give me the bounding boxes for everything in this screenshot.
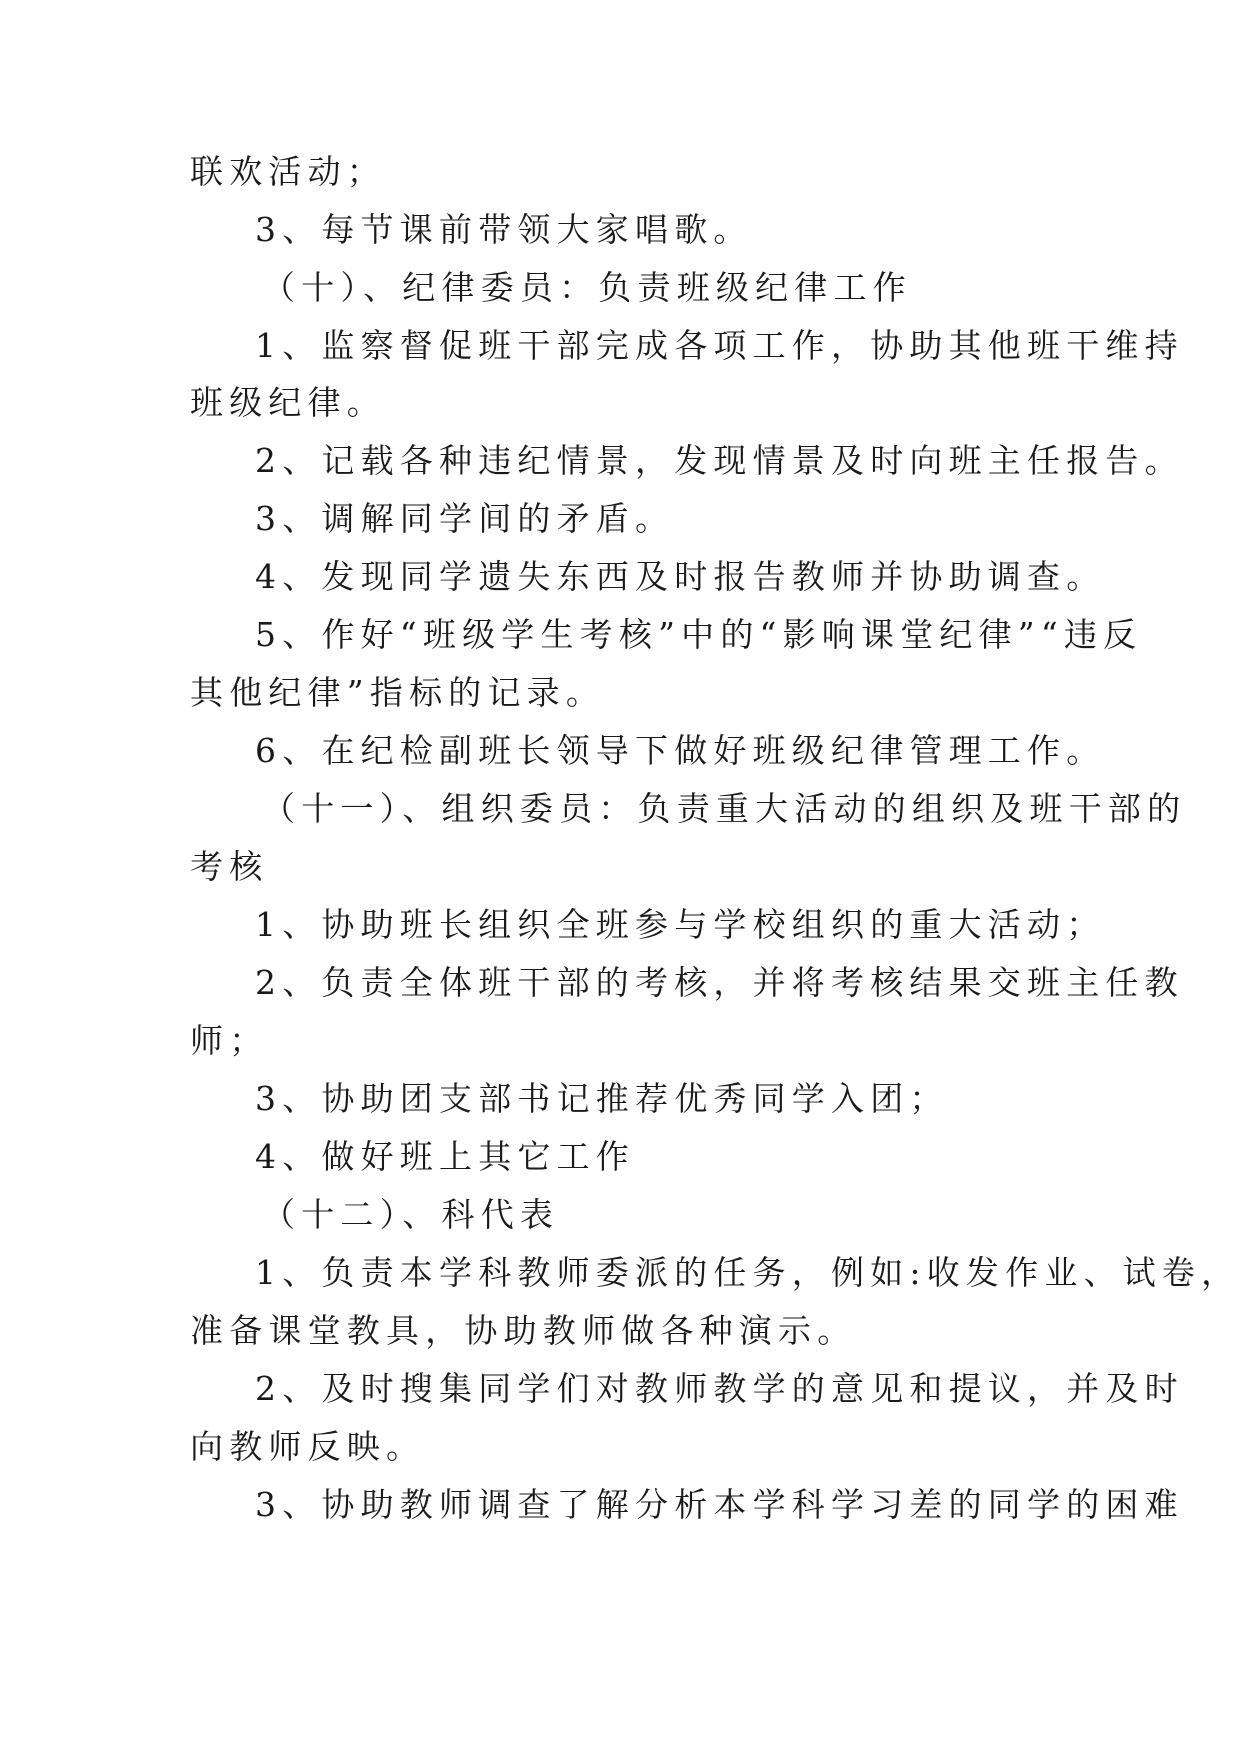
list-item: 3、协助教师调查了解分析本学科学习差的同学的困难: [255, 1485, 1184, 1524]
list-item: 2、记载各种违纪情景，发现情景及时向班主任报告。: [255, 441, 1184, 480]
list-item: 2、负责全体班干部的考核，并将考核结果交班主任教: [255, 963, 1184, 1002]
text-line: 联欢活动；: [190, 152, 386, 191]
text-line: 向教师反映。: [190, 1427, 426, 1466]
list-item: 6、在纪检副班长领导下做好班级纪律管理工作。: [255, 731, 1106, 770]
list-item: 1、监察督促班干部完成各项工作，协助其他班干维持: [255, 326, 1184, 365]
list-item: 3、每节课前带领大家唱歌。: [255, 210, 753, 249]
section-heading: （十）、纪律委员：负责班级纪律工作: [262, 268, 912, 307]
text-line: 考核: [190, 847, 269, 886]
text-line: 其他纪律”指标的记录。: [190, 673, 606, 712]
text-line: 班级纪律。: [190, 383, 386, 422]
text-line: 师；: [190, 1021, 269, 1060]
list-item: 4、发现同学遗失东西及时报告教师并协助调查。: [255, 557, 1106, 596]
text-line: 准备课堂教具，协助教师做各种演示。: [190, 1311, 857, 1350]
section-heading: （十二）、科代表: [262, 1195, 560, 1234]
list-item: 5、作好“班级学生考核”中的“影响课堂纪律”“违反: [255, 615, 1143, 654]
section-heading: （十一）、组织委员：负责重大活动的组织及班干部的: [262, 789, 1187, 828]
list-item: 1、协助班长组织全班参与学校组织的重大活动；: [255, 905, 1106, 944]
list-item: 4、做好班上其它工作: [255, 1137, 635, 1176]
list-item: 3、调解同学间的矛盾。: [255, 499, 675, 538]
list-item: 3、协助团支部书记推荐优秀同学入团；: [255, 1079, 949, 1118]
list-item: 2、及时搜集同学们对教师教学的意见和提议，并及时: [255, 1369, 1184, 1408]
list-item: 1、负责本学科教师委派的任务，例如:收发作业、试卷，: [255, 1253, 1241, 1292]
